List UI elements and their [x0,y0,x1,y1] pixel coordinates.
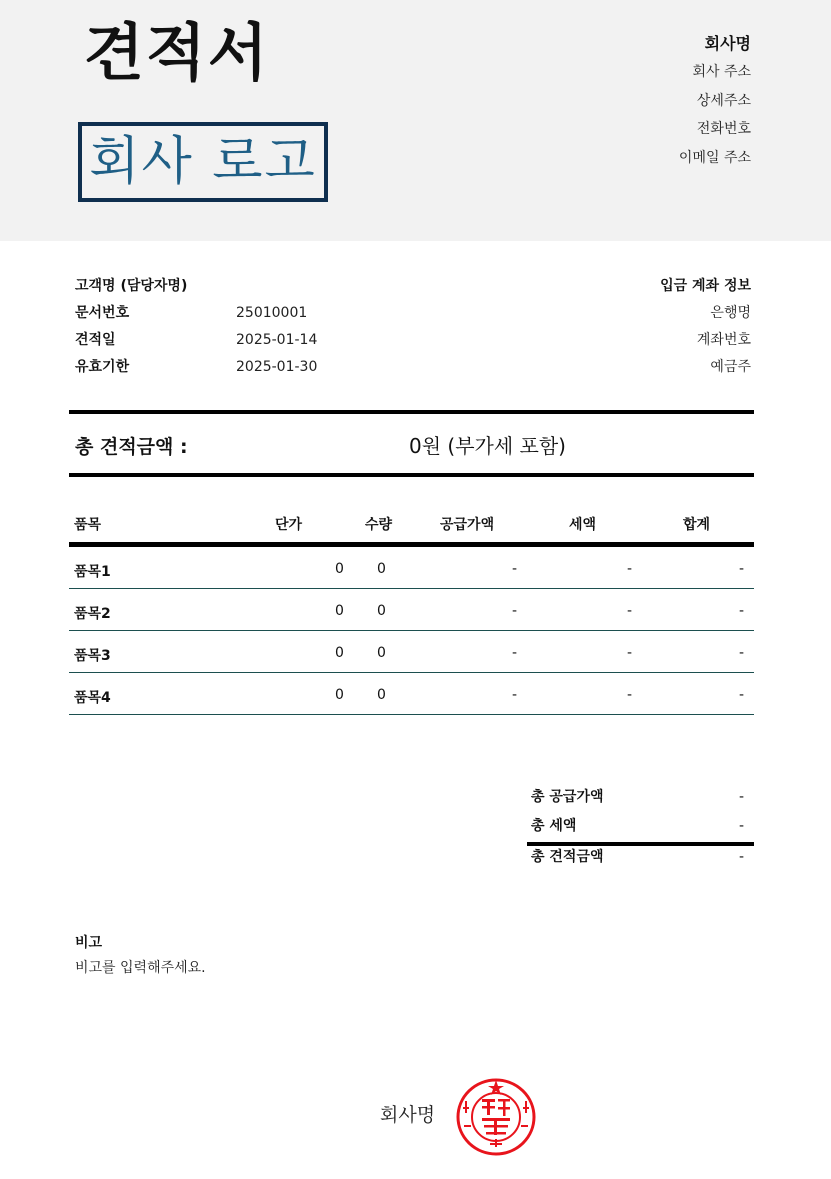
table-row [69,631,754,673]
doc-number-row [75,303,375,330]
quote-date-label: 견적일 [75,332,116,348]
totals-summary [527,786,754,875]
row-tax: - [627,687,633,703]
customer-name: 고객명 (담당자명) [75,278,188,294]
summary-supply-row [527,786,754,815]
header-unit-price: 단가 [275,517,303,533]
company-seal-icon [454,1077,538,1157]
row-tax: - [627,561,633,577]
header-item: 품목 [74,517,102,533]
table-row [69,673,754,715]
customer-info [75,276,375,384]
row-supply: - [512,561,518,577]
row-item: 품목1 [74,564,111,580]
row-item: 품목2 [74,606,111,622]
document-header [0,0,831,241]
bank-name: 은행명 [710,305,751,321]
header-quantity: 수량 [365,517,393,533]
row-supply: - [512,687,518,703]
valid-until-label: 유효기한 [75,359,130,375]
table-header [69,510,754,547]
row-supply: - [512,603,518,619]
summary-tax-value: - [738,818,744,834]
total-amount-value: 0원 (부가세 포함) [409,434,566,458]
row-tax: - [627,603,633,619]
row-sum: - [739,645,745,661]
company-email: 이메일 주소 [678,149,751,166]
quote-date-row [75,330,375,357]
account-number: 계좌번호 [696,332,751,348]
summary-total-label: 총 견적금액 [531,849,604,865]
row-price: 0 [335,603,344,619]
row-qty: 0 [377,645,386,661]
row-item: 품목4 [74,690,111,706]
row-sum: - [739,561,745,577]
row-price: 0 [335,645,344,661]
valid-until-row [75,357,375,384]
account-holder: 예금주 [710,359,751,375]
company-address: 회사 주소 [692,64,751,80]
table-row [69,589,754,631]
row-tax: - [627,645,633,661]
summary-supply-value: - [738,789,744,805]
bank-info [660,276,751,384]
row-supply: - [512,645,518,661]
doc-number-value: 25010001 [236,305,308,321]
bank-info-title: 입금 계좌 정보 [660,278,751,294]
row-qty: 0 [377,687,386,703]
row-price: 0 [335,561,344,577]
summary-total-value: - [738,849,744,865]
row-qty: 0 [377,603,386,619]
table-row [69,547,754,589]
signature-company-name: 회사명 [380,1104,436,1126]
summary-tax-label: 총 세액 [531,818,577,834]
company-logo [78,122,328,202]
company-name: 회사명 [704,34,751,53]
row-item: 품목3 [74,648,111,664]
logo-text: 회사 로고 [89,132,317,192]
total-amount-label: 총 견적금액 : [75,436,188,458]
row-sum: - [739,603,745,619]
row-sum: - [739,687,745,703]
summary-tax-row [527,815,754,846]
doc-number-label: 문서번호 [75,305,130,321]
row-qty: 0 [377,561,386,577]
notes-section [75,933,206,978]
notes-text: 비고를 입력해주세요. [75,960,206,976]
summary-supply-label: 총 공급가액 [531,789,604,805]
quote-date-value: 2025-01-14 [236,332,318,348]
total-amount-box [69,410,754,477]
row-price: 0 [335,687,344,703]
header-tax: 세액 [569,517,597,533]
header-total: 합계 [683,517,711,533]
company-phone: 전화번호 [696,121,751,137]
company-info [679,32,751,172]
document-title: 견적서 [84,16,270,89]
notes-title: 비고 [75,935,103,951]
items-table [69,510,754,715]
company-address-detail: 상세주소 [696,92,751,109]
summary-total-row [527,846,754,875]
header-supply-amount: 공급가액 [440,517,495,533]
valid-until-value: 2025-01-30 [236,359,318,375]
